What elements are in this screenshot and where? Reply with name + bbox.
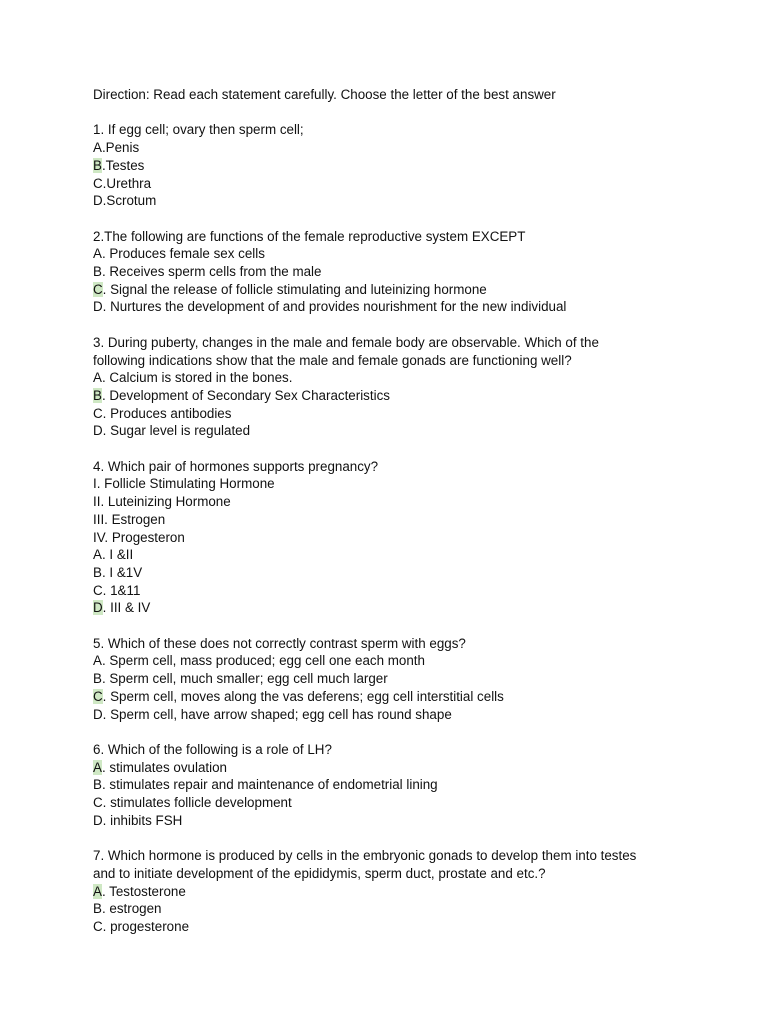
question-stem: 5. Which of these does not correctly contrast sperm with eggs? [93, 635, 466, 651]
highlighted-answer-letter: A [93, 883, 102, 899]
answer-option-a [93, 759, 733, 777]
document-page [93, 86, 733, 936]
answer-option-d [93, 599, 733, 617]
question-stem: 6. Which of the following is a role of LH? [93, 741, 332, 757]
option-letter: D [93, 706, 103, 722]
option-text: . inhibits FSH [102, 812, 183, 828]
question-5 [93, 635, 733, 724]
direction-text: Direction: Read each statement carefully. Choose the letter of the best answer [93, 87, 556, 102]
answer-option-b [93, 670, 733, 688]
answer-option-c [93, 582, 733, 600]
option-text: . Receives sperm cells from the male [101, 264, 322, 279]
question-stem-line: IV. Progesteron [93, 529, 185, 545]
highlighted-answer-letter: A [93, 759, 102, 775]
option-text: . Development of Secondary Sex Characteristics [101, 387, 390, 403]
question-stem-line: and to initiate development of the epididymis, sperm duct, prostate and etc.? [93, 865, 546, 881]
option-letter: D [93, 299, 103, 315]
option-letter: C [93, 405, 103, 421]
answer-option-b [93, 564, 733, 582]
question-7 [93, 847, 733, 936]
answer-option-b [93, 157, 733, 175]
answer-option-c [93, 688, 733, 706]
option-text: . Sperm cell, moves along the vas deferens; egg cell interstitial cells [102, 688, 504, 704]
answer-option-d [93, 192, 733, 210]
option-letter: A [93, 653, 102, 669]
question-stem: 7. Which hormone is produced by cells in the embryonic gonads to develop them into testes [93, 848, 637, 864]
option-text: . I &II [101, 547, 134, 563]
answer-option-d [93, 706, 733, 724]
question-stem-line: I. Follicle Stimulating Hormone [93, 476, 275, 492]
option-letter: A [93, 246, 102, 262]
answer-option-a [93, 139, 733, 157]
paragraph-gap [93, 210, 733, 228]
question-3 [93, 334, 733, 440]
paragraph-gap [93, 440, 733, 458]
option-text: . Signal the release of follicle stimulating and luteinizing hormone [102, 281, 487, 297]
paragraph-gap [93, 829, 733, 847]
option-letter: A [93, 547, 102, 563]
question-stem-line: following indications show that the male and female gonads are functioning well? [93, 352, 572, 368]
answer-option-a [93, 546, 733, 564]
highlighted-answer-letter: C [93, 688, 103, 704]
answer-option-b [93, 900, 733, 918]
option-text: . Sperm cell, much smaller; egg cell much larger [101, 671, 388, 687]
option-letter: C [93, 582, 103, 598]
option-letter: A [93, 140, 102, 156]
option-text: . Produces antibodies [102, 405, 232, 421]
option-text: . Calcium is stored in the bones. [101, 370, 293, 386]
option-text: . Nurtures the development of and provides nourishment for the new individual [102, 299, 567, 315]
question-stem: 4. Which pair of hormones supports pregnancy? [93, 458, 379, 474]
option-text: . Produces female sex cells [101, 246, 265, 262]
question-stem: 2.The following are functions of the female reproductive system EXCEPT [93, 228, 526, 244]
paragraph-gap [93, 104, 733, 122]
highlighted-answer-letter: B [93, 387, 102, 403]
answer-option-c [93, 281, 733, 299]
option-text: . Sugar level is regulated [102, 423, 251, 439]
option-text: . estrogen [101, 901, 162, 917]
option-text: .Testes [101, 157, 145, 173]
option-letter: A [93, 370, 102, 386]
answer-option-d [93, 812, 733, 830]
question-stem: 3. During puberty, changes in the male and female body are observable. Which of the [93, 334, 599, 350]
answer-option-d [93, 298, 733, 316]
question-1 [93, 121, 733, 210]
option-text: . stimulates repair and maintenance of endometrial lining [101, 777, 438, 793]
option-letter: B [93, 564, 102, 580]
answer-option-d [93, 422, 733, 440]
option-text: .Penis [101, 140, 140, 156]
option-letter: C [93, 918, 103, 934]
option-text: . Testosterone [101, 883, 186, 899]
highlighted-answer-letter: C [93, 281, 103, 297]
option-letter: C [93, 175, 103, 191]
question-6 [93, 741, 733, 830]
answer-option-a [93, 883, 733, 901]
option-letter: B [93, 901, 102, 917]
option-letter: B [93, 671, 102, 687]
answer-option-b [93, 387, 733, 405]
option-text: . stimulates follicle development [102, 795, 292, 811]
paragraph-gap [93, 723, 733, 741]
option-text: .Urethra [102, 175, 152, 191]
answer-option-a [93, 245, 733, 263]
answer-option-c [93, 918, 733, 936]
question-stem-line: III. Estrogen [93, 511, 166, 527]
option-text: . stimulates ovulation [101, 759, 227, 775]
answer-option-a [93, 652, 733, 670]
option-text: . progesterone [102, 918, 190, 934]
option-letter: C [93, 795, 103, 811]
option-text: . Sperm cell, have arrow shaped; egg cell has round shape [102, 706, 452, 722]
option-text: . 1&11 [102, 582, 141, 598]
answer-option-c [93, 794, 733, 812]
question-4 [93, 458, 733, 617]
paragraph-gap [93, 316, 733, 334]
option-letter: B [93, 264, 102, 279]
answer-option-b [93, 263, 733, 281]
option-text: . I &1V [101, 564, 143, 580]
question-list [93, 104, 733, 936]
answer-option-c [93, 175, 733, 193]
paragraph-gap [93, 617, 733, 635]
option-letter: D [93, 812, 103, 828]
answer-option-b [93, 776, 733, 794]
answer-option-c [93, 405, 733, 423]
question-stem-line: II. Luteinizing Hormone [93, 494, 231, 510]
option-text: .Scrotum [102, 193, 157, 209]
highlighted-answer-letter: D [93, 600, 103, 616]
question-stem: 1. If egg cell; ovary then sperm cell; [93, 122, 304, 138]
option-letter: D [93, 423, 103, 439]
highlighted-answer-letter: B [93, 157, 102, 173]
option-letter: B [93, 777, 102, 793]
answer-option-a [93, 369, 733, 387]
question-2 [93, 228, 733, 317]
option-letter: D [93, 193, 103, 209]
option-text: . III & IV [102, 600, 151, 616]
option-text: . Sperm cell, mass produced; egg cell one each month [101, 653, 425, 669]
